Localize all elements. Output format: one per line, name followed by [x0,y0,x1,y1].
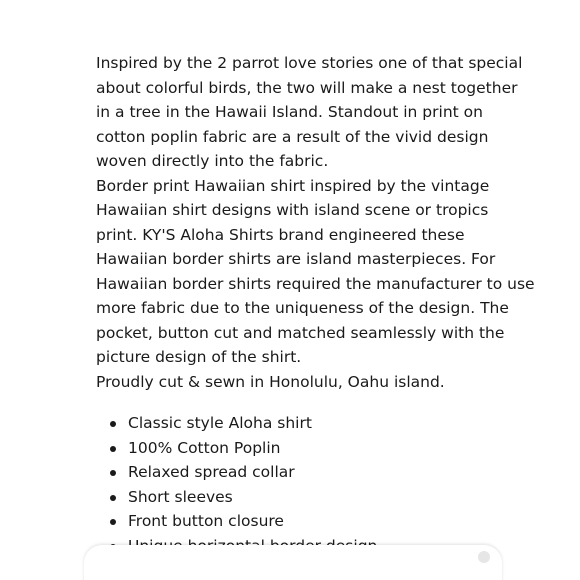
feature-label: Short sleeves [128,487,233,506]
bullet-icon [110,495,116,501]
description-line: in a tree in the Hawaii Island. Standout in print on [96,103,483,121]
description-line: Border print Hawaiian shirt inspired by the vintage [96,176,490,195]
description-line: woven directly into the fabric. [96,152,329,170]
product-description [96,51,535,394]
feature-item [110,485,377,510]
bottom-action-bar[interactable] [84,545,502,580]
feature-list [110,411,377,558]
description-line: about colorful birds, the two will make a nest together [96,78,518,97]
description-line: Hawaiian border shirts required the manufacturer to use [96,274,535,293]
bullet-icon [110,421,116,427]
feature-item [110,411,377,436]
feature-label: Relaxed spread collar [128,463,295,481]
bullet-icon [110,519,116,525]
feature-item [110,509,377,534]
description-line: cotton poplin fabric are a result of the vivid design [96,127,489,146]
description-line: picture design of the shirt. [96,348,302,366]
feature-label: Front button closure [128,512,284,530]
description-line: Proudly cut & sewn in Honolulu, Oahu island. [96,372,445,391]
bullet-icon [110,446,116,452]
feature-label: Classic style Aloha shirt [128,414,312,432]
feature-item [110,436,377,461]
description-line: Inspired by the 2 parrot love stories one of that special [96,54,523,72]
feature-label: 100% Cotton Poplin [128,438,281,457]
bullet-icon [110,470,116,476]
description-line: Hawaiian border shirts are island masterpieces. For [96,250,496,268]
description-line: Hawaiian shirt designs with island scene or tropics [96,201,489,219]
description-line: more fabric due to the uniqueness of the design. The [96,299,509,317]
circle-icon[interactable] [478,551,490,563]
feature-item [110,460,377,485]
description-line: pocket, button cut and matched seamlessly with the [96,323,505,342]
description-line: print. KY'S Aloha Shirts brand engineered these [96,225,465,244]
